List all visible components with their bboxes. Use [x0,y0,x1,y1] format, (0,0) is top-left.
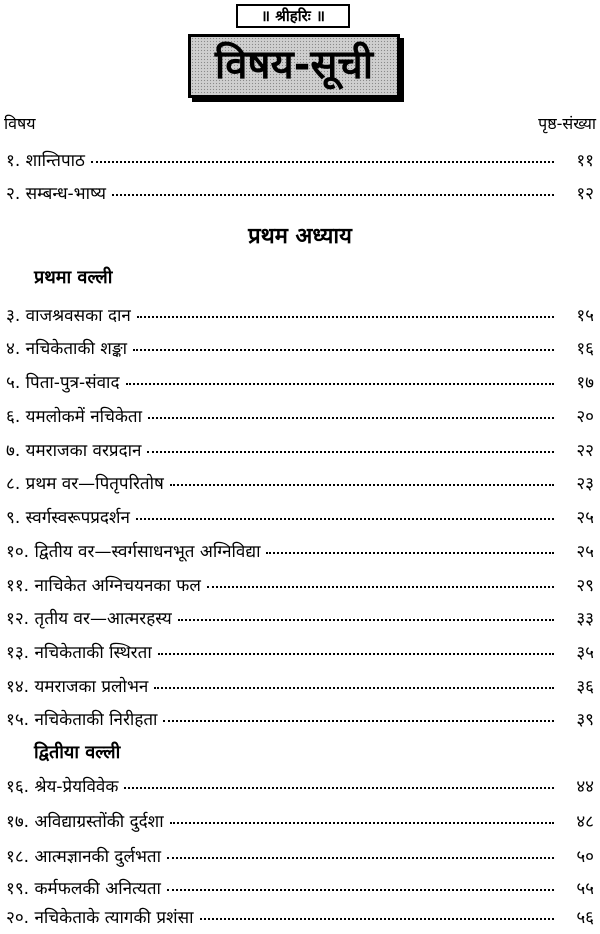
dot-leader [266,533,554,554]
entry-title: नचिकेताकी स्थिरता [34,643,152,663]
entry-number: १७. [6,812,30,832]
entry-title: सम्बन्ध-भाष्य [25,184,106,204]
toc-entry [6,333,596,363]
entry-title: नचिकेताकी शङ्का [25,339,128,359]
entry-title: पिता-पुत्र-संवाद [25,373,120,393]
entry-page: १६ [576,339,594,359]
entry-title: स्वर्गस्वरूपप्रदर्शन [25,508,130,528]
entry-number: १४. [6,677,30,697]
entry-number: १. [6,151,21,171]
toc-entry [6,435,596,465]
dot-leader [170,803,554,824]
dot-leader [137,297,554,318]
entry-title: नाचिकेत अग्निचयनका फल [34,576,201,596]
toc-entry [6,671,596,701]
entry-page: ३३ [576,609,594,629]
dot-leader [133,330,554,351]
toc-entry [6,704,596,734]
toc-entry [6,300,596,330]
dot-leader [126,364,555,385]
entry-page: ५६ [576,908,594,928]
toc-entry [6,401,596,431]
toc-entry [6,468,596,498]
dot-leader [136,499,554,520]
toc-entry [6,806,596,836]
subject-column-header: विषय [4,114,36,133]
entry-page: ३५ [576,643,594,663]
dot-leader [178,600,554,621]
entry-number: ७. [6,441,21,461]
entry-number: १५. [6,710,30,730]
entry-number: ८. [6,474,21,494]
dot-leader [154,668,554,689]
entry-number: १०. [6,542,30,562]
entry-title: यमराजका प्रलोभन [34,677,149,697]
dot-leader [147,432,554,453]
toc-entry [6,603,596,633]
toc-entry [6,536,596,566]
entry-page: १७ [576,373,594,393]
chapter-heading: प्रथम अध्याय [248,224,352,249]
dot-leader [167,870,554,891]
title-box [188,34,400,98]
entry-title: कर्मफलकी अनित्यता [34,879,161,899]
entry-page: २५ [576,542,594,562]
entry-title: श्रेय-प्रेयविवेक [34,777,119,797]
entry-page: २९ [576,576,594,596]
dot-leader [91,142,554,163]
entry-title: नचिकेताके त्यागकी प्रशंसा [34,908,194,928]
toc-entry [6,502,596,532]
dot-leader [158,634,554,655]
entry-page: २३ [576,474,594,494]
toc-entry [6,841,596,871]
dot-leader [163,701,554,722]
toc-entry [6,570,596,600]
entry-number: ९. [6,508,21,528]
entry-number: ३. [6,306,21,326]
entry-number: १६. [6,777,30,797]
toc-entry [6,145,596,175]
dot-leader [148,398,554,419]
column-header-row [0,112,600,136]
entry-number: १८. [6,847,30,867]
dot-leader [170,465,554,486]
entry-title: प्रथम वर—पितृपरितोष [25,474,164,494]
entry-number: ६. [6,407,21,427]
toc-entry [6,902,596,932]
entry-page: ५५ [576,879,594,899]
page-title: विषय-सूची [214,42,374,88]
entry-page: २२ [576,441,594,461]
entry-title: यमराजका वरप्रदान [25,441,142,461]
entry-page: २० [576,407,594,427]
entry-number: १२. [6,609,30,629]
entry-title: आत्मज्ञानकी दुर्लभता [34,847,162,867]
entry-number: २. [6,184,21,204]
entry-title: द्वितीय वर—स्वर्गसाधनभूत अग्निविद्या [34,542,261,562]
entry-page: २५ [576,508,594,528]
entry-title: वाजश्रवसका दान [25,306,131,326]
toc-entry [6,637,596,667]
dot-leader [200,899,555,920]
toc-entry [6,367,596,397]
entry-title: शान्तिपाठ [25,151,85,171]
toc-entry [6,771,596,801]
section-heading: प्रथमा वल्ली [34,267,113,288]
entry-number: २०. [6,908,30,928]
entry-title: यमलोकमें नचिकेता [25,407,143,427]
entry-page: ५० [576,847,594,867]
entry-number: ४. [6,339,21,359]
section-heading: द्वितीया वल्ली [34,742,121,763]
dot-leader [207,567,554,588]
entry-title: अविद्याग्रस्तोंकी दुर्दशा [34,812,164,832]
toc-entry [6,178,596,208]
entry-page: ३९ [576,710,594,730]
entry-page: १२ [576,184,594,204]
page-number-column-header: पृष्ठ-संख्या [538,114,596,133]
invocation-box [236,4,350,28]
dot-leader [112,175,554,196]
entry-title: तृतीय वर—आत्मरहस्य [34,609,172,629]
entry-page: ४४ [576,777,594,797]
entry-page: ४८ [576,812,594,832]
dot-leader [124,768,554,789]
entry-page: ११ [576,151,594,171]
entry-title: नचिकेताकी निरीहता [34,710,158,730]
entry-page: ३६ [576,677,594,697]
invocation-text: ॥ श्रीहरिः ॥ [261,7,325,25]
entry-number: १३. [6,643,30,663]
entry-number: ५. [6,373,21,393]
entry-number: ११. [6,576,30,596]
entry-page: १५ [576,306,594,326]
entry-number: १९. [6,879,30,899]
dot-leader [167,838,554,859]
